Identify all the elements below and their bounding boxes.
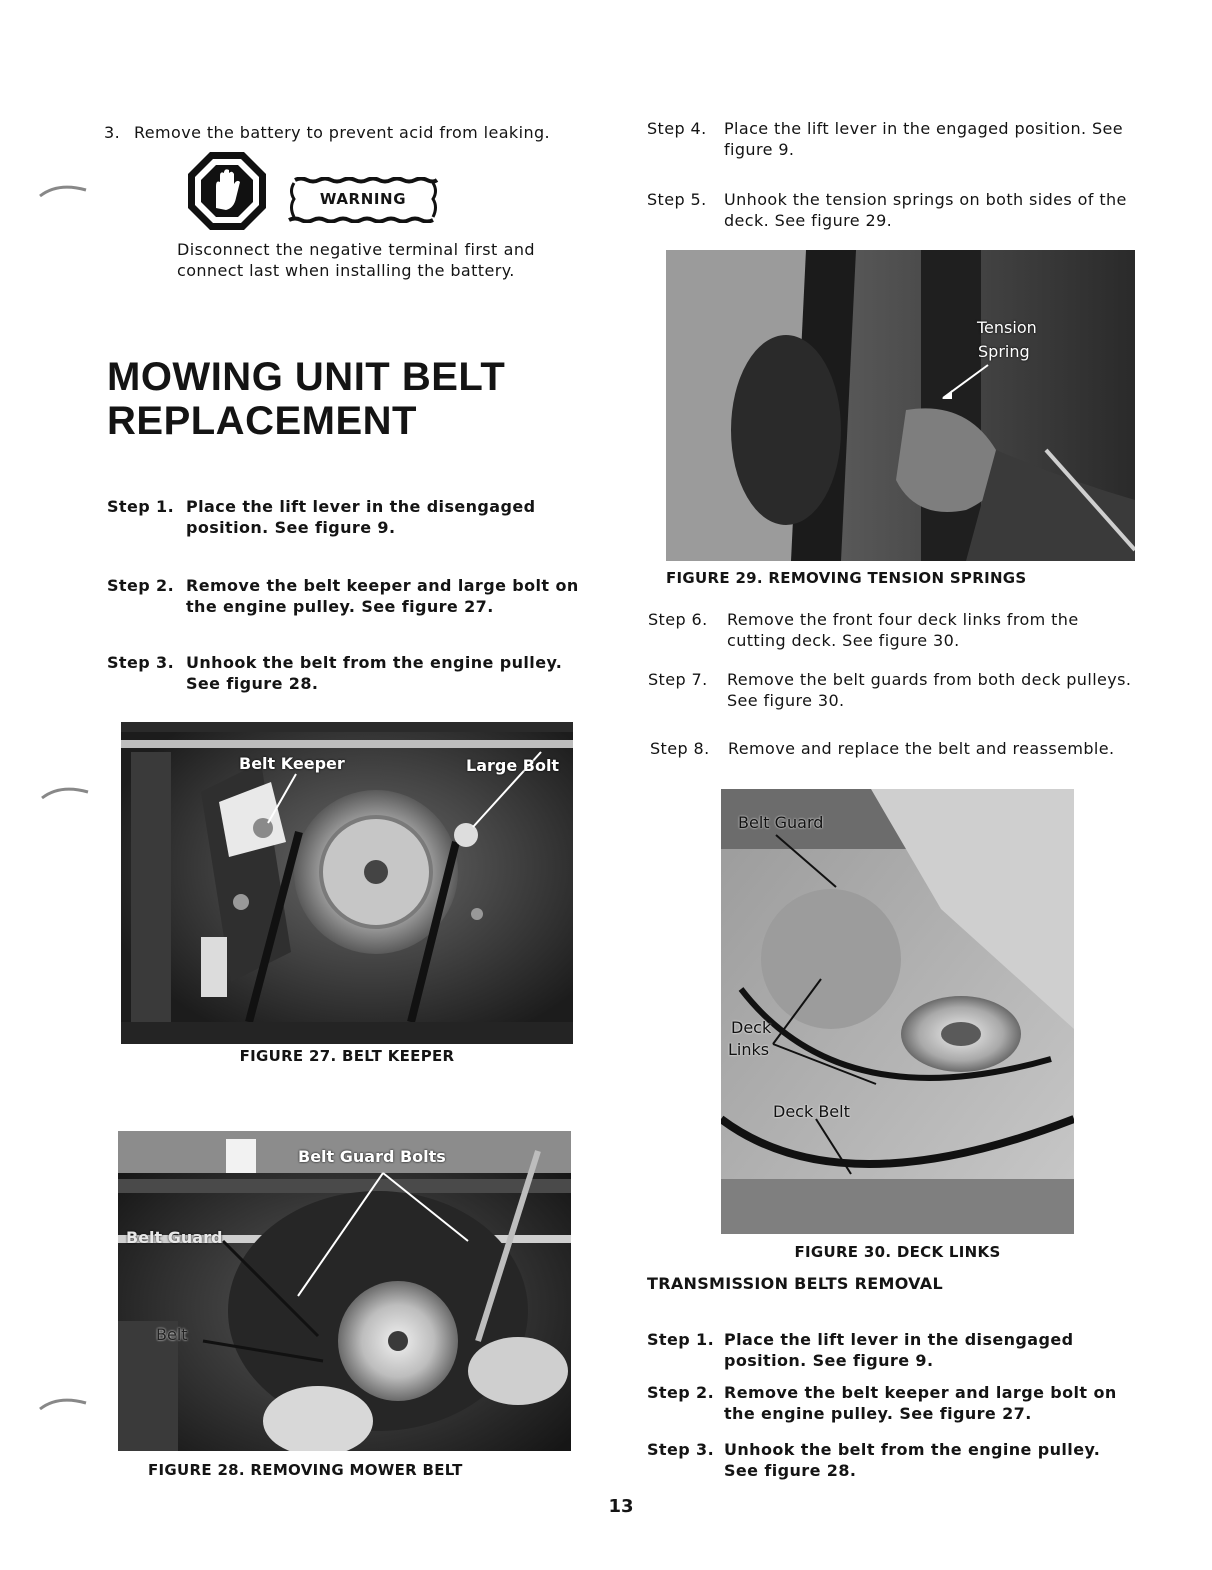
left-step-1 bbox=[107, 496, 601, 538]
right-step-8-text: Remove and replace the belt and reassemble. bbox=[728, 739, 1115, 758]
figure-29-photo bbox=[666, 250, 1135, 561]
left-step-3-label: Step 3. bbox=[107, 653, 175, 672]
figure-28-label-belt-guard-bolts: Belt Guard Bolts bbox=[298, 1147, 446, 1166]
figure-30-caption: FIGURE 30. DECK LINKS bbox=[794, 1243, 1001, 1261]
intro-step-number: 3. bbox=[104, 123, 121, 142]
right-step-4 bbox=[647, 118, 1135, 160]
right-step-6-text: Remove the front four deck links from the cutting deck. See figure 30. bbox=[727, 610, 1079, 650]
right-step-8 bbox=[650, 738, 1142, 759]
figure-30-label-belt-guard: Belt Guard bbox=[738, 813, 824, 832]
transmission-step-3-label: Step 3. bbox=[647, 1440, 715, 1459]
left-step-2 bbox=[107, 575, 601, 617]
figure-29-label-spring: Spring bbox=[978, 342, 1030, 361]
left-step-1-label: Step 1. bbox=[107, 497, 175, 516]
figure-28-label-belt: Belt bbox=[156, 1325, 188, 1344]
right-step-4-text: Place the lift lever in the engaged position. See figure 9. bbox=[724, 119, 1124, 159]
right-step-8-label: Step 8. bbox=[650, 739, 710, 758]
page-number: 13 bbox=[608, 1496, 634, 1517]
left-step-2-label: Step 2. bbox=[107, 576, 175, 595]
transmission-step-1 bbox=[647, 1329, 1139, 1371]
right-step-6 bbox=[648, 609, 1140, 651]
left-step-2-text: Remove the belt keeper and large bolt on the engine pulley. See figure 27. bbox=[186, 576, 579, 616]
figure-27-photo bbox=[121, 722, 573, 1044]
left-step-3 bbox=[107, 652, 601, 694]
section-heading-transmission: TRANSMISSION BELTS REMOVAL bbox=[647, 1274, 943, 1293]
transmission-step-1-label: Step 1. bbox=[647, 1330, 715, 1349]
figure-28-label-belt-guard: Belt Guard bbox=[126, 1228, 223, 1247]
figure-28-caption: FIGURE 28. REMOVING MOWER BELT bbox=[148, 1461, 463, 1479]
intro-step bbox=[104, 122, 594, 143]
warning-text: Disconnect the negative terminal first and connect last when installing the battery. bbox=[177, 240, 535, 280]
transmission-step-2 bbox=[647, 1382, 1139, 1424]
section-heading-mowing: MOWING UNIT BELT REPLACEMENT bbox=[107, 355, 506, 443]
figure-27-caption: FIGURE 27. BELT KEEPER bbox=[239, 1047, 455, 1065]
right-step-4-label: Step 4. bbox=[647, 119, 707, 138]
transmission-step-2-label: Step 2. bbox=[647, 1383, 715, 1402]
figure-30-label-links: Links bbox=[728, 1040, 770, 1059]
figure-30-photo bbox=[721, 789, 1074, 1234]
binder-hole-mark-top bbox=[38, 180, 90, 200]
right-step-5-text: Unhook the tension springs on both sides of the deck. See figure 29. bbox=[724, 190, 1127, 230]
binder-hole-mark-middle bbox=[40, 782, 92, 802]
figure-30-label-deck-belt: Deck Belt bbox=[773, 1102, 850, 1121]
warning-badge bbox=[287, 177, 439, 223]
transmission-step-3-text: Unhook the belt from the engine pulley. See figure 28. bbox=[724, 1440, 1101, 1480]
right-step-7-label: Step 7. bbox=[648, 670, 708, 689]
left-step-1-text: Place the lift lever in the disengaged position. See figure 9. bbox=[186, 497, 536, 537]
right-step-5-label: Step 5. bbox=[647, 190, 707, 209]
transmission-step-2-text: Remove the belt keeper and large bolt on the engine pulley. See figure 27. bbox=[724, 1383, 1117, 1423]
transmission-step-3 bbox=[647, 1439, 1139, 1481]
figure-27-label-belt-keeper: Belt Keeper bbox=[239, 754, 345, 773]
binder-hole-mark-bottom bbox=[38, 1393, 90, 1413]
stop-hand-icon bbox=[186, 150, 268, 232]
figure-28-photo bbox=[118, 1131, 571, 1451]
left-step-3-text: Unhook the belt from the engine pulley. See figure 28. bbox=[186, 653, 563, 693]
figure-29-label-tension: Tension bbox=[977, 318, 1037, 337]
right-step-6-label: Step 6. bbox=[648, 610, 708, 629]
transmission-step-1-text: Place the lift lever in the disengaged position. See figure 9. bbox=[724, 1330, 1074, 1370]
figure-29-caption: FIGURE 29. REMOVING TENSION SPRINGS bbox=[666, 569, 1027, 587]
right-step-5 bbox=[647, 189, 1135, 231]
intro-step-text: Remove the battery to prevent acid from leaking. bbox=[134, 123, 551, 142]
warning-label: WARNING bbox=[319, 190, 407, 208]
figure-27-label-large-bolt: Large Bolt bbox=[466, 756, 560, 775]
right-step-7 bbox=[648, 669, 1140, 711]
figure-30-label-deck: Deck bbox=[731, 1018, 772, 1037]
right-step-7-text: Remove the belt guards from both deck pulleys. See figure 30. bbox=[727, 670, 1132, 710]
